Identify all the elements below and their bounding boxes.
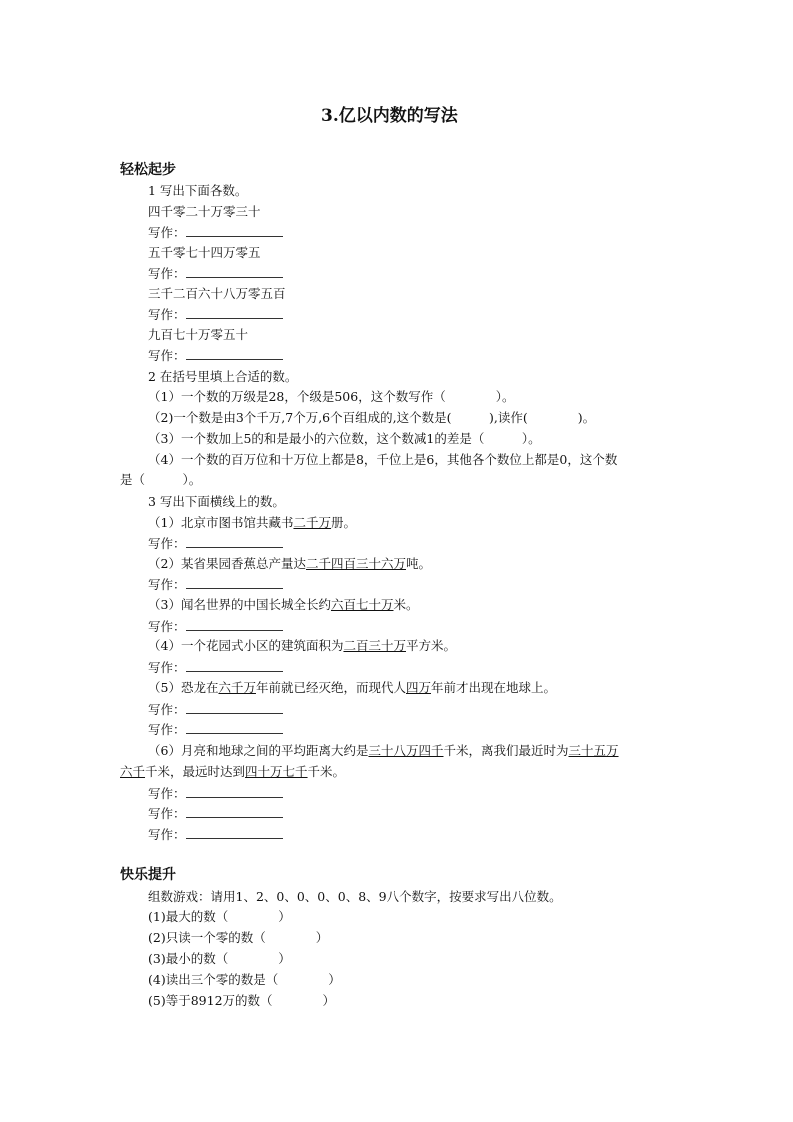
game-item-3: (3)最小的数（ ） — [148, 951, 291, 966]
answer-row — [148, 347, 283, 364]
q3-item-1: （1）北京市图书馆共藏书二千万册。 — [148, 515, 356, 530]
answer-blank[interactable] — [186, 306, 283, 319]
underlined-number: 六千 — [120, 764, 146, 779]
answer-row — [148, 659, 283, 676]
q3-item-4: （4）一个花园式小区的建筑面积为二百三十万平方米。 — [148, 638, 456, 653]
answer-blank[interactable] — [186, 576, 283, 589]
answer-blank[interactable] — [186, 265, 283, 278]
page-title: 3.亿以内数的写法 — [321, 106, 458, 126]
answer-blank[interactable] — [186, 785, 283, 798]
answer-row — [148, 306, 283, 323]
underlined-number: 三十五万 — [568, 743, 619, 758]
q2-line-4: （4）一个数的百万位和十万位上都是8，千位上是6，其他各个数位上都是0，这个数 — [148, 452, 618, 467]
answer-blank[interactable] — [186, 701, 283, 714]
game-item-2: (2)只读一个零的数（ ） — [148, 930, 329, 945]
underlined-number: 六百七十万 — [330, 597, 394, 612]
write-label: 写作： — [148, 266, 186, 281]
answer-row — [148, 618, 283, 635]
answer-row — [148, 701, 283, 718]
game-intro: 组数游戏：请用1、2、0、0、0、0、8、9八个数字，按要求写出八位数。 — [148, 889, 562, 904]
write-label: 写作： — [148, 536, 186, 551]
q2-line-2: （2)一个数是由3个千万,7个万,6个百组成的,这个数是( ),读作( )。 — [148, 410, 596, 425]
underlined-number: 四万 — [405, 680, 431, 695]
write-label: 写作： — [148, 619, 186, 634]
answer-row — [148, 785, 283, 802]
q3-item-3: （3）闻名世界的中国长城全长约六百七十万米。 — [148, 597, 419, 612]
write-label: 写作： — [148, 827, 186, 842]
underlined-number: 二千四百三十六万 — [305, 556, 406, 571]
q3-heading: 3 写出下面横线上的数。 — [148, 494, 285, 509]
answer-row — [148, 535, 283, 552]
answer-row — [148, 576, 283, 593]
q3-item-2: （2）某省果园香蕉总产量达二千四百三十六万吨。 — [148, 556, 431, 571]
q2-heading: 2 在括号里填上合适的数。 — [148, 369, 298, 384]
answer-blank[interactable] — [186, 805, 283, 818]
write-label: 写作： — [148, 307, 186, 322]
answer-blank[interactable] — [186, 659, 283, 672]
answer-blank[interactable] — [186, 224, 283, 237]
write-label: 写作： — [148, 786, 186, 801]
write-label: 写作： — [148, 702, 186, 717]
answer-blank[interactable] — [186, 618, 283, 631]
q1-heading: 1 写出下面各数。 — [148, 183, 248, 198]
q3-item-6-cont: 六千千米，最远时达到四十万七千千米。 — [120, 764, 346, 779]
q1-item-4: 九百七十万零五十 — [148, 327, 249, 342]
answer-row — [148, 805, 283, 822]
underlined-number: 三十八万四千 — [368, 743, 444, 758]
q2-line-4-cont: 是（ ）。 — [120, 472, 202, 487]
underlined-number: 二百三十万 — [343, 638, 406, 653]
write-label: 写作： — [148, 722, 186, 737]
answer-blank[interactable] — [186, 535, 283, 548]
write-label: 写作： — [148, 806, 186, 821]
answer-blank[interactable] — [186, 347, 283, 360]
answer-row — [148, 721, 283, 738]
game-item-1: (1)最大的数（ ） — [148, 909, 291, 924]
q1-item-2: 五千零七十四万零五 — [148, 245, 261, 260]
answer-row — [148, 224, 283, 241]
write-label: 写作： — [148, 348, 186, 363]
answer-row — [148, 826, 283, 843]
q1-item-3: 三千二百六十八万零五百 — [148, 286, 286, 301]
answer-blank[interactable] — [186, 826, 283, 839]
write-label: 写作： — [148, 225, 186, 240]
underlined-number: 四十万七千 — [245, 764, 308, 779]
write-label: 写作： — [148, 660, 186, 675]
section-heading-easy-start: 轻松起步 — [120, 162, 176, 178]
write-label: 写作： — [148, 577, 186, 592]
underlined-number: 六千万 — [218, 680, 256, 695]
q2-line-3: （3）一个数加上5的和是最小的六位数，这个数减1的差是（ ）。 — [148, 431, 541, 446]
answer-blank[interactable] — [186, 721, 283, 734]
underlined-number: 二千万 — [293, 515, 331, 530]
q3-item-5: （5）恐龙在六千万年前就已经灭绝，而现代人四万年前才出现在地球上。 — [148, 680, 557, 695]
section-heading-happy-boost: 快乐提升 — [120, 867, 176, 883]
game-item-4: (4)读出三个零的数是（ ） — [148, 972, 341, 987]
game-item-5: (5)等于8912万的数（ ） — [148, 993, 336, 1008]
q1-item-1: 四千零二十万零三十 — [148, 204, 261, 219]
q2-line-1: （1）一个数的万级是28，个级是506，这个数写作（ ）。 — [148, 389, 515, 404]
q3-item-6: （6）月亮和地球之间的平均距离大约是三十八万四千千米，离我们最近时为三十五万 — [148, 743, 619, 758]
answer-row — [148, 265, 283, 282]
